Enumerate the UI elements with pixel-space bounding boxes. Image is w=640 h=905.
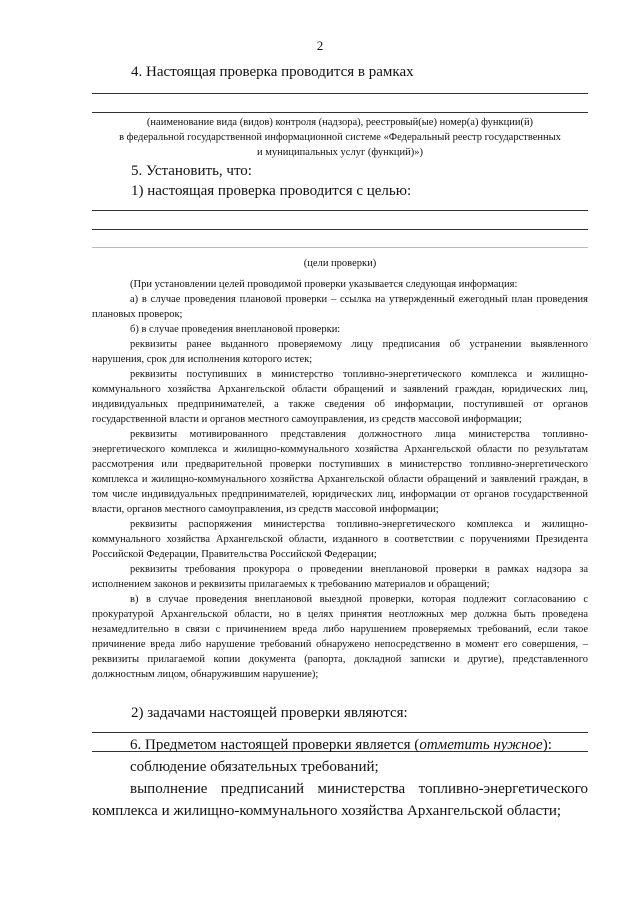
section-6 [92, 734, 588, 822]
note-paragraph: реквизиты ранее выданного проверяемому лицу предписания об устранении выявленного нарушения, срок для исполнения которого истек; [92, 339, 588, 365]
section-4-heading: 4. Настоящая проверка проводится в рамках [131, 64, 414, 80]
section-6-heading-end: ): [542, 737, 552, 753]
note-paragraph: реквизиты распоряжения министерства топливно-энергетического комплекса и жилищно-коммунального хозяйства Архангельской области, изданного в соответствии с поручениями Президента Российской Федерации, Правительства Российской Федерации; [92, 519, 588, 560]
section-5-note [92, 277, 588, 682]
section-4-caption-line: и муниципальных услуг (функций)») [256, 147, 423, 158]
note-paragraph: реквизиты поступивших в министерство топливно-энергетического комплекса и жилищно-коммунального хозяйства Архангельской области обращений и заявлений граждан, юридических лиц, индивидуальных предпринимателей, а также сведения об информации, поступившей от органов государственной власти и органов местного самоуправления, из средств массовой информации; [92, 369, 588, 425]
note-paragraph: (При установлении целей проводимой проверки указывается следующая информация: [130, 279, 518, 290]
section-4-blank-line-1 [92, 93, 588, 94]
section-4-caption [92, 115, 588, 160]
section-5-subitem-2: 2) задачами настоящей проверки являются: [131, 705, 408, 721]
section-5-blank-line-1 [92, 210, 588, 211]
page-number: 2 [316, 38, 324, 53]
section-4-caption-line: в федеральной государственной информационной системе «Федеральный реестр государственных [119, 132, 561, 143]
section-5-heading: 5. Установить, что: [131, 163, 252, 179]
section-5-tasks-line-1 [92, 732, 588, 733]
note-paragraph: реквизиты мотивированного представления должностного лица министерства топливно-энергетического комплекса и жилищно-коммунального хозяйства Архангельской области по результатам рассмотрения или предварительной проверки поступивших в министерство топливно-энергетического комплекса и жилищно-коммунального хозяйства Архангельской области обращений и заявлений граждан, в том числе индивидуальных предпринимателей, юридических лиц, информации от органов государственной власти, органов местного самоуправления, из средств массовой информации; [92, 429, 588, 515]
section-4-blank-line-2 [92, 112, 588, 113]
section-5-blank-line-3 [92, 247, 588, 248]
section-5-subitem-1: 1) настоящая проверка проводится с целью: [131, 183, 412, 199]
note-paragraph: а) в случае проведения плановой проверки – ссылка на утвержденный ежегодный план проведения плановых проверок; [92, 294, 588, 320]
section-6-heading [92, 734, 588, 756]
section-5-caption: (цели проверки) [303, 258, 377, 269]
section-5-blank-line-2 [92, 229, 588, 230]
note-paragraph: в) в случае проведения внеплановой выездной проверки, которая подлежит согласованию с прокуратурой Архангельской области, но в целях принятия неотложных мер должна быть проведена незамедлительно в связи с причинением вреда либо нарушением проверяемых требований, если такое причинение вреда либо нарушение требований обнаружено непосредственно в момент его совершения, – реквизиты прилагаемой копии документа (рапорта, докладной записки и другие), представленного должностным лицом, обнаружившим нарушение); [92, 594, 588, 680]
note-paragraph: б) в случае проведения внеплановой проверки: [130, 324, 341, 335]
section-6-line-2: выполнение предписаний министерства топливно-энергетического комплекса и жилищно-коммунального хозяйства Архангельской области; [92, 781, 588, 819]
section-6-line-1: соблюдение обязательных требований; [130, 759, 379, 775]
section-4-caption-line: (наименование вида (видов) контроля (надзора), реестровый(ые) номер(а) функции(й) [146, 117, 534, 128]
note-paragraph: реквизиты требования прокурора о проведении внеплановой проверки в рамках надзора за исполнением законов и реквизиты прилагаемых к требованию материалов и обращений; [92, 564, 588, 590]
section-6-heading-italic: отметить нужное [419, 737, 543, 753]
section-6-heading-start: 6. Предметом настоящей проверки является ( [130, 737, 420, 753]
